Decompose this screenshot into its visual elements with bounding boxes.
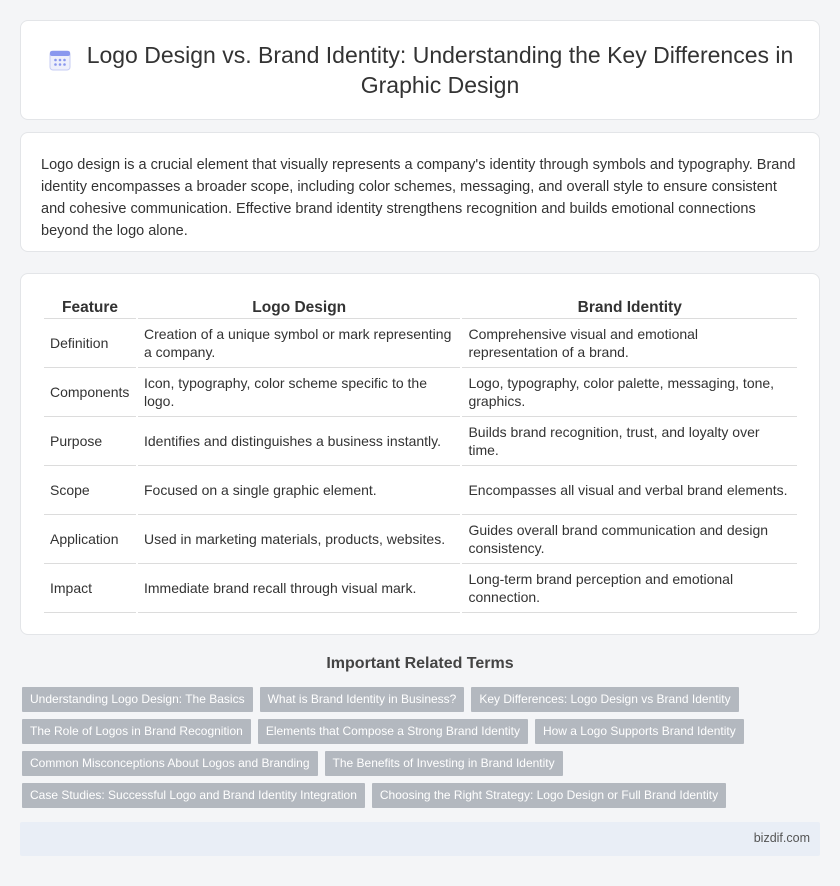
brand-identity-cell: Guides overall brand communication and design consistency. — [462, 515, 797, 564]
feature-cell: Application — [44, 515, 136, 564]
logo-design-cell: Immediate brand recall through visual mark. — [138, 564, 460, 613]
page-title: Logo Design vs. Brand Identity: Understanding the Key Differences in Graphic Design — [86, 42, 794, 98]
logo-design-cell: Identifies and distinguishes a business instantly. — [138, 417, 460, 466]
related-term-tag[interactable]: What is Brand Identity in Business? — [260, 687, 465, 712]
feature-cell: Definition — [44, 319, 136, 368]
related-term-tag[interactable]: The Benefits of Investing in Brand Identity — [325, 751, 563, 776]
header-card — [20, 20, 820, 120]
related-term-tag[interactable]: Elements that Compose a Strong Brand Identity — [258, 719, 528, 744]
comparison-table — [42, 295, 799, 613]
table-header-row — [44, 295, 797, 319]
table-row — [44, 417, 797, 466]
related-term-tag[interactable]: Case Studies: Successful Logo and Brand Identity Integration — [22, 783, 365, 808]
footer — [20, 822, 820, 856]
related-term-tag[interactable]: Key Differences: Logo Design vs Brand Identity — [471, 687, 738, 712]
column-header-brand-identity: Brand Identity — [462, 295, 797, 319]
related-terms-list — [22, 687, 822, 815]
logo-design-cell: Used in marketing materials, products, websites. — [138, 515, 460, 564]
related-terms-heading: Important Related Terms — [326, 655, 514, 672]
related-term-tag[interactable]: How a Logo Supports Brand Identity — [535, 719, 744, 744]
brand-identity-cell: Builds brand recognition, trust, and loyalty over time. — [462, 417, 797, 466]
table-row — [44, 368, 797, 417]
logo-design-cell: Creation of a unique symbol or mark representing a company. — [138, 319, 460, 368]
table-row — [44, 564, 797, 613]
column-header-logo-design: Logo Design — [138, 295, 460, 319]
brand-identity-cell: Encompasses all visual and verbal brand elements. — [462, 466, 797, 515]
column-header-feature: Feature — [44, 295, 136, 319]
footer-site-link[interactable]: bizdif.com — [753, 831, 810, 845]
related-term-tag[interactable]: Choosing the Right Strategy: Logo Design or Full Brand Identity — [372, 783, 726, 808]
table-row — [44, 466, 797, 515]
logo-design-cell: Focused on a single graphic element. — [138, 466, 460, 515]
feature-cell: Purpose — [44, 417, 136, 466]
related-term-tag[interactable]: The Role of Logos in Brand Recognition — [22, 719, 251, 744]
comparison-table-card — [20, 273, 820, 635]
feature-cell: Impact — [44, 564, 136, 613]
intro-card — [20, 132, 820, 252]
feature-cell: Components — [44, 368, 136, 417]
related-term-tag[interactable]: Understanding Logo Design: The Basics — [22, 687, 253, 712]
brand-identity-cell: Comprehensive visual and emotional representation of a brand. — [462, 319, 797, 368]
table-row — [44, 515, 797, 564]
brand-identity-cell: Logo, typography, color palette, messaging, tone, graphics. — [462, 368, 797, 417]
logo-design-cell: Icon, typography, color scheme specific to the logo. — [138, 368, 460, 417]
related-term-tag[interactable]: Common Misconceptions About Logos and Branding — [22, 751, 318, 776]
intro-paragraph: Logo design is a crucial element that visually represents a company's identity through symbols and typography. Brand identity encompasses a broader scope, including color schemes, messaging, and overall style to ensure consistent and cohesive communication. Effective brand identity strengthens recognition and builds emotional connections beyond the logo alone. — [41, 157, 796, 239]
brand-identity-cell: Long-term brand perception and emotional connection. — [462, 564, 797, 613]
table-row — [44, 319, 797, 368]
feature-cell: Scope — [44, 466, 136, 515]
